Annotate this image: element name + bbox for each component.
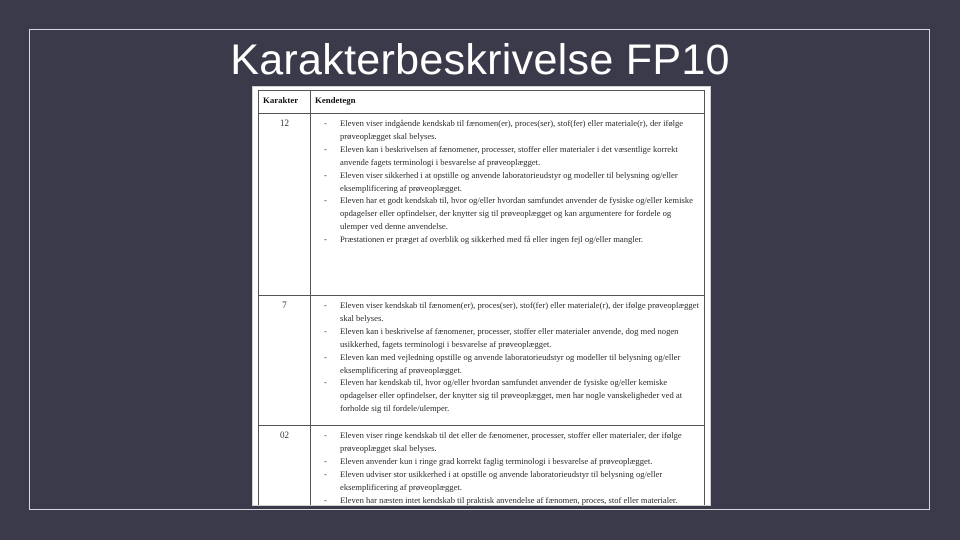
grading-table (258, 90, 705, 506)
criteria-item: - Eleven kan i beskrivelsen af fænomener, processer, stoffer eller materialer i det væsentlige korrekt anvende fagets terminologi i besvarelse af prøveoplægget. (324, 143, 678, 167)
criteria-item: - Eleven har næsten intet kendskab til praktisk anvendelse af fænomen, proces, stof eller materialer. (324, 494, 678, 505)
criteria-cell (311, 426, 705, 507)
table-row (259, 114, 705, 296)
criteria-item: - Eleven viser ringe kendskab til det eller de fænomener, processer, stoffer eller materialer, der ifølge prøveoplægget skal belyses. (324, 430, 682, 453)
criteria-cell (311, 114, 705, 296)
table-header-row (259, 91, 705, 114)
criteria-item: - Eleven har et godt kendskab til, hvor og/eller hvordan samfundet anvender de fysiske og/eller kemiske opdagelser eller opfindelser, der knytter sig til prøveoplægget og kan argumentere for fordele og ulemper ved denne anvendelse. (324, 195, 693, 232)
slide-title: Karakterbeskrivelse FP10 (230, 36, 730, 84)
table-row (259, 426, 705, 507)
criteria-item: - Eleven viser sikkerhed i at opstille og anvende laboratorieudstyr og modeller til belysning og/eller eksemplificering af prøveoplægget. (324, 169, 678, 193)
table-row (259, 296, 705, 426)
criteria-item: - Eleven anvender kun i ringe grad korrekt faglig terminologi i besvarelse af prøveoplægget. (324, 455, 653, 466)
criteria-item: - Eleven udviser stor usikkerhed i at opstille og anvende laboratorieudstyr til belysning og/eller eksemplificering af prøveoplægget. (324, 468, 663, 492)
header-karakter: Karakter (259, 91, 311, 114)
criteria-item: - Eleven kan med vejledning opstille og anvende laboratorieudstyr og modeller til belysning og/eller eksemplificering af prøveoplægget. (324, 351, 681, 375)
header-kendetegn: Kendetegn (311, 91, 705, 114)
grade-cell: 02 (259, 426, 311, 507)
grade-cell: 7 (259, 296, 311, 426)
criteria-item: - Eleven kan i beskrivelse af fænomener, processer, stoffer eller materialer anvende, dog med nogen usikkerhed, fagets terminologi i besvarelse af prøveoplægget. (324, 325, 679, 349)
criteria-cell (311, 296, 705, 426)
grade-cell: 12 (259, 114, 311, 296)
criteria-item: - Præstationen er præget af overblik og sikkerhed med få eller ingen fejl og/eller mangler. (324, 234, 644, 245)
document-image (252, 86, 711, 506)
criteria-item: - Eleven har kendskab til, hvor og/eller hvordan samfundet anvender de fysiske og/eller kemiske opdagelser eller opfindelser, der knytter sig til prøveoplægget, men har nogle vanskeligheder ved at forholde sig til fordele/ulemper. (324, 377, 683, 414)
criteria-item: - Eleven viser indgående kendskab til fænomen(er), proces(ser), stof(fer) eller materiale(r), der ifølge prøveoplægget skal belyses. (324, 118, 684, 141)
criteria-item: - Eleven viser kendskab til fænomen(er), proces(ser), stof(fer) eller materiale(r), der ifølge prøveoplægget skal belyses. (324, 300, 699, 323)
